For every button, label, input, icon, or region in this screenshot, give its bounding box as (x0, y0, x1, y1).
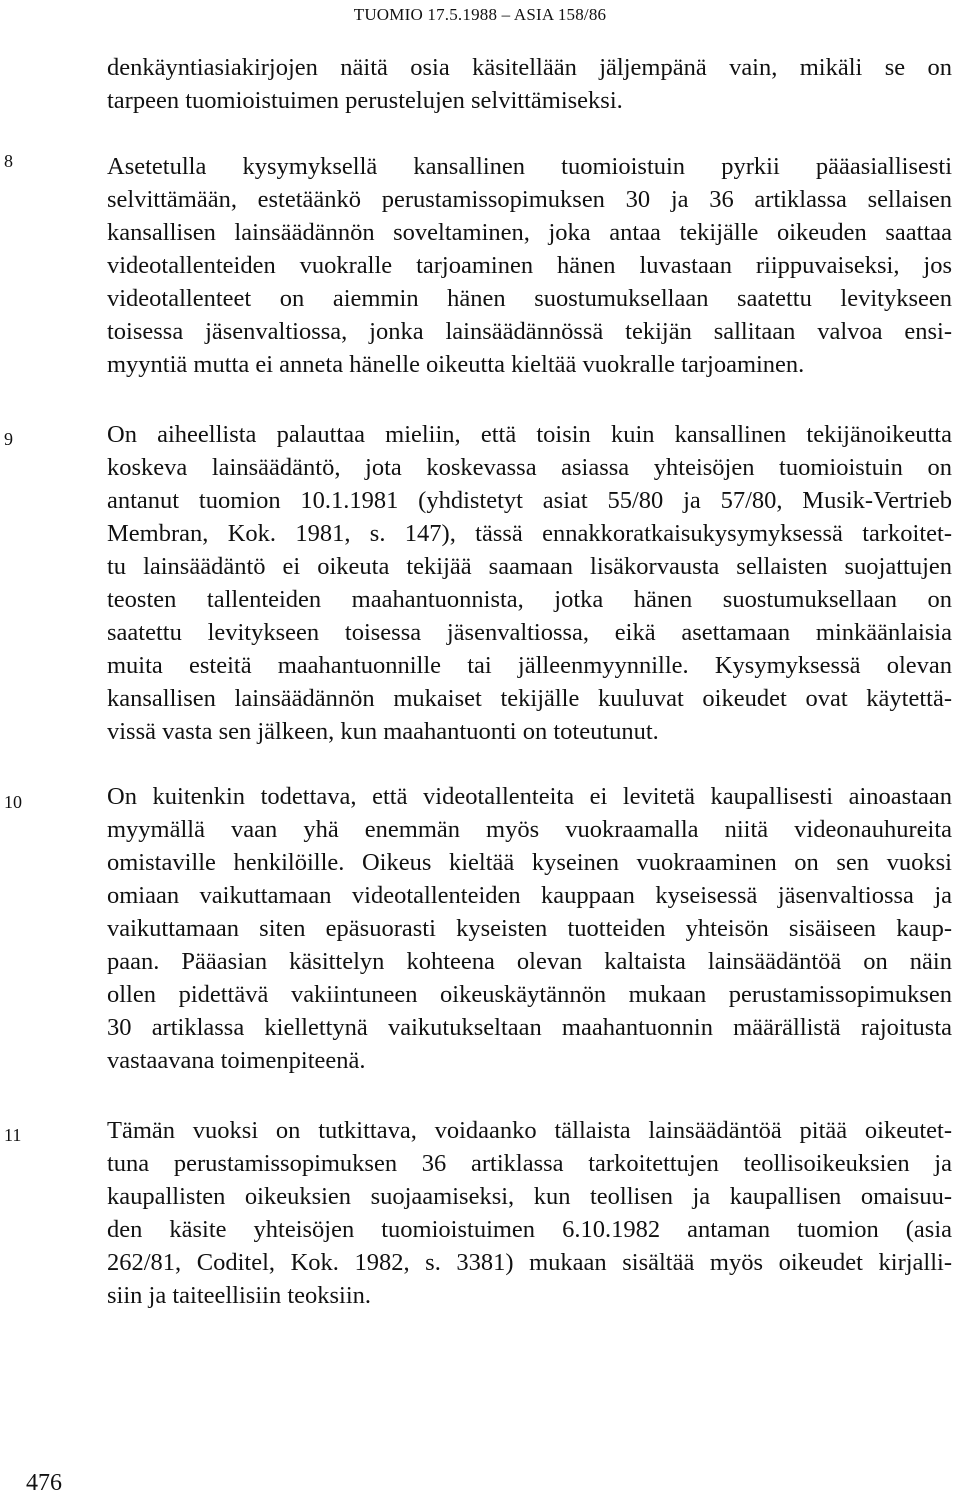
text-line: denkäyntiasiakirjojen näitä osia käsitellään jäljempänä vain, mikäli se on (107, 54, 952, 81)
text-line: toisessa jäsenvaltiossa, jonka lainsäädännössä tekijän sallitaan valvoa ensi- (107, 318, 952, 345)
text-line: tarpeen tuomioistuimen perustelujen selvittämiseksi. (107, 87, 623, 114)
text-line: antanut tuomion 10.1.1981 (yhdistetyt asiat 55/80 ja 57/80, Musik-Vertrieb (107, 487, 952, 514)
text-line: muita esteitä maahantuonnille tai jälleenmyynnille. Kysymyksessä olevan (107, 652, 952, 679)
text-line: Membran, Kok. 1981, s. 147), tässä ennakkoratkaisukysymyksessä tarkoitet- (107, 520, 952, 547)
text-line: tuna perustamissopimuksen 36 artiklassa tarkoitettujen teollisoikeuksien ja (107, 1150, 952, 1177)
page-number: 476 (26, 1470, 62, 1496)
text-line: On aiheellista palauttaa mieliin, että toisin kuin kansallinen tekijänoikeutta (107, 421, 952, 448)
text-line: siin ja taiteellisiin teoksiin. (107, 1282, 372, 1309)
text-line: paan. Pääasian käsittelyn kohteena olevan kaltaista lainsäädäntöä on näin (107, 948, 952, 975)
paragraph-number: 9 (4, 429, 13, 449)
text-line: 30 artiklassa kiellettynä vaikutukseltaan maahantuonnin määrällistä rajoitusta (107, 1014, 952, 1041)
text-line: 262/81, Coditel, Kok. 1982, s. 3381) mukaan sisältää myös oikeudet kirjalli- (107, 1249, 952, 1276)
text-line: vastaavana toimenpiteenä. (107, 1047, 366, 1074)
text-line: den käsite yhteisöjen tuomioistuimen 6.10.1982 antaman tuomion (asia (107, 1216, 952, 1243)
text-line: myyntiä mutta ei anneta hänelle oikeutta kieltää vuokralle tarjoaminen. (107, 351, 805, 378)
text-line: kansallisen lainsäädännön soveltaminen, joka antaa tekijälle oikeuden saattaa (107, 219, 952, 246)
text-line: omiaan vaikuttamaan videotallenteiden kauppaan kyseisessä jäsenvaltiossa ja (107, 882, 952, 909)
text-line: myymällä vaan yhä enemmän myös vuokraamalla niitä videonauhureita (107, 816, 952, 843)
text-line: omistaville henkilöille. Oikeus kieltää kyseinen vuokraaminen on sen vuoksi (107, 849, 952, 876)
running-head: TUOMIO 17.5.1988 – ASIA 158/86 (353, 5, 607, 24)
text-line: selvittämään, estetäänkö perustamissopimuksen 30 ja 36 artiklassa sellaisen (107, 186, 952, 213)
paragraph-number: 10 (4, 792, 22, 812)
text-line: vaikuttamaan siten epäsuorasti kyseisten tuotteiden yhteisön sisäiseen kaup- (107, 915, 952, 942)
text-line: ollen pidettävä vakiintuneen oikeuskäytännön mukaan perustamissopimuksen (107, 981, 952, 1008)
text-line: kaupallisten oikeuksien suojaamiseksi, kun teollisen ja kaupallisen omaisuu- (107, 1183, 952, 1210)
text-line: videotallenteet on aiemmin hänen suostumuksellaan saatettu levitykseen (107, 285, 952, 312)
text-line: tu lainsäädäntö ei oikeuta tekijää saamaan lisäkorvausta sellaisten suojattujen (107, 553, 952, 580)
text-line: vissä vasta sen jälkeen, kun maahantuonti on toteutunut. (107, 718, 659, 745)
paragraph-number: 11 (4, 1125, 22, 1145)
text-line: kansallisen lainsäädännön mukaiset tekijälle kuuluvat oikeudet ovat käytettä- (107, 685, 952, 712)
text-line: On kuitenkin todettava, että videotallenteita ei levitetä kaupallisesti ainoastaan (107, 783, 952, 810)
text-line: teosten tallenteiden maahantuonnista, jotka hänen suostumuksellaan on (107, 586, 952, 613)
text-line: saatettu levitykseen toisessa jäsenvaltiossa, eikä asettamaan minkäänlaisia (107, 619, 952, 646)
paragraph-number: 8 (4, 151, 13, 171)
text-line: Asetetulla kysymyksellä kansallinen tuomioistuin pyrkii pääasiallisesti (107, 153, 952, 180)
text-line: Tämän vuoksi on tutkittava, voidaanko tällaista lainsäädäntöä pitää oikeutet- (107, 1117, 952, 1144)
text-line: videotallenteiden vuokralle tarjoaminen hänen luvastaan riippuvaiseksi, jos (107, 252, 952, 279)
text-line: koskeva lainsäädäntö, jota koskevassa asiassa yhteisöjen tuomioistuin on (107, 454, 952, 481)
